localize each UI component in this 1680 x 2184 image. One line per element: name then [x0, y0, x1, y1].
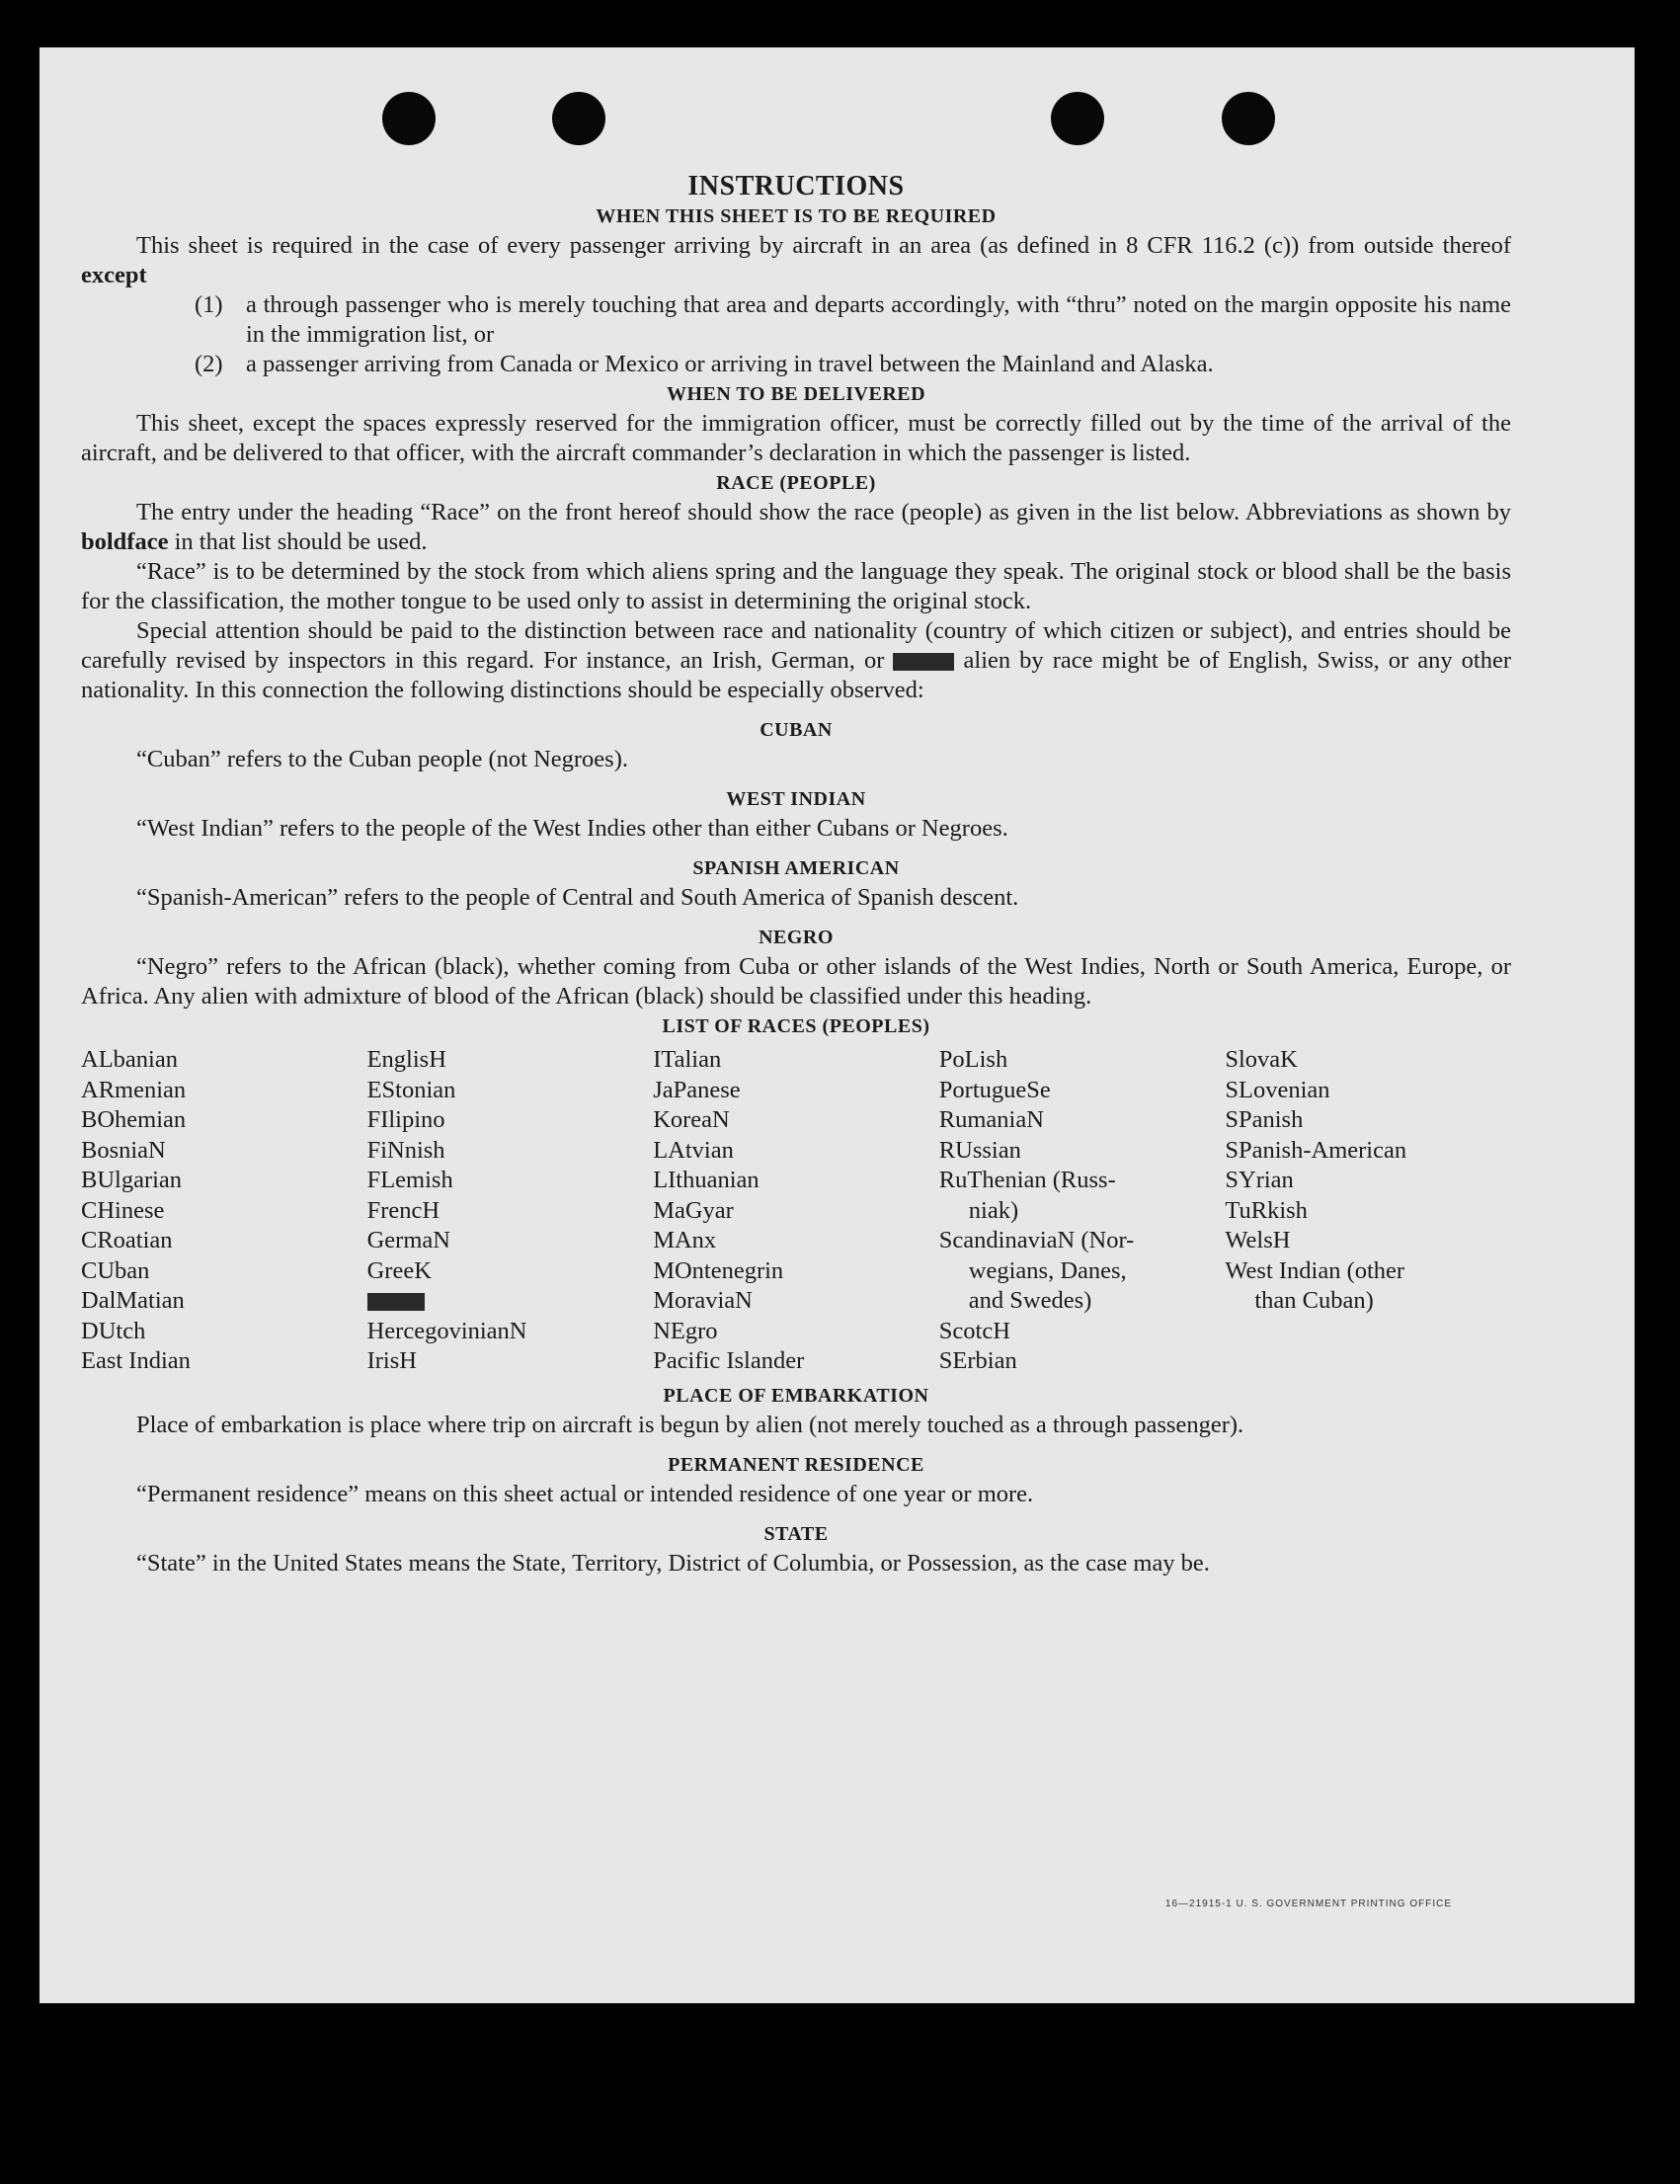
list-item: RumaniaN [938, 1106, 1044, 1133]
section-heading: NEGRO [759, 927, 834, 948]
race-column [367, 1045, 654, 1377]
paragraph: Special attention should be paid to the distinction between race and nationality (country of which citizen or subject), and entries should be carefully revised by inspectors in this regard. For instance, an Irish, German, or alien by race might be of English, Swiss, or any other nationality. In this connection the following distinctions should be especially observed: [81, 617, 1512, 703]
list-item: (2) a passenger arriving from Canada or Mexico or arriving in travel between the Mainland and Alaska. [195, 351, 1214, 377]
list-item: SPanish-American [1225, 1136, 1407, 1164]
section-heading: WEST INDIAN [726, 788, 866, 810]
list-item: HercegovinianN [366, 1317, 527, 1344]
list-item: CUban [81, 1256, 150, 1284]
list-item: PortugueSe [938, 1076, 1051, 1103]
list-item: ARmenian [81, 1076, 187, 1103]
list-item: West Indian (other [1225, 1256, 1405, 1284]
punch-hole [552, 92, 605, 145]
list-item: TuRkish [1225, 1196, 1308, 1224]
list-item: Pacific Islander [653, 1347, 805, 1374]
list-item: FIlipino [366, 1106, 445, 1133]
race-column [1225, 1045, 1511, 1377]
paragraph: “Permanent residence” means on this sheet actual or intended residence of one year or more. [136, 1480, 1034, 1507]
race-list [81, 1045, 1511, 1377]
section-heading: SPANISH AMERICAN [692, 857, 900, 879]
instructions-body [81, 172, 1511, 1578]
paragraph: “Negro” refers to the African (black), whether coming from Cuba or other islands of the West Indies, North or South America, Europe, or Africa. Any alien with admixture of blood of the African (black) should be classified under this heading. [81, 953, 1511, 1010]
list-item: EStonian [366, 1076, 456, 1103]
race-column [939, 1045, 1226, 1377]
list-item: GermaN [366, 1227, 450, 1254]
list-item: BOhemian [81, 1106, 187, 1133]
list-item: BosniaN [81, 1136, 166, 1164]
punch-hole [1051, 92, 1104, 145]
list-item: and Swedes) [968, 1287, 1092, 1314]
list-item: MaGyar [653, 1196, 734, 1224]
list-item: (1) a through passenger who is merely touching that area and departs accordingly, with “thru” noted on the margin opposite his name in the immigration list, or [195, 291, 1511, 348]
list-item: CRoatian [81, 1227, 173, 1254]
paragraph: This sheet is required in the case of every passenger arriving by aircraft in an area (as defined in 8 CFR 116.2 (c)) from outside thereof except [81, 232, 1511, 288]
section-heading: RACE (PEOPLE) [716, 472, 876, 494]
punch-hole [382, 92, 436, 145]
list-item: IrisH [366, 1347, 417, 1374]
section-heading: CUBAN [760, 719, 833, 741]
list-item: GreeK [366, 1256, 432, 1284]
paragraph: “West Indian” refers to the people of the West Indies other than either Cubans or Negroes. [136, 815, 1008, 842]
paragraph: “State” in the United States means the State, Territory, District of Columbia, or Possession, as the case may be. [136, 1549, 1210, 1577]
redaction-mark [893, 653, 954, 671]
section-heading: STATE [763, 1522, 829, 1545]
race-column [81, 1045, 367, 1377]
list-item: niak) [968, 1196, 1019, 1224]
list-item: FLemish [366, 1167, 453, 1193]
list-item: wegians, Danes, [968, 1256, 1127, 1284]
list-item: ScandinaviaN (Nor- [938, 1227, 1135, 1254]
page-title: INSTRUCTIONS [687, 171, 905, 202]
list-item: JaPanese [653, 1076, 741, 1103]
list-item: PoLish [938, 1046, 1008, 1073]
section-heading: LIST OF RACES (PEOPLES) [662, 1015, 930, 1037]
list-item: than Cuban) [1254, 1287, 1374, 1314]
list-item: FiNnish [366, 1136, 445, 1164]
paragraph: This sheet, except the spaces expressly reserved for the immigration officer, must be correctly filled out by the time of the arrival of the aircraft, and be delivered to that officer, with the aircraft commander’s declaration in which the passenger is listed. [81, 410, 1511, 466]
list-item: SPanish [1225, 1106, 1304, 1133]
printer-imprint: 16—21915-1 U. S. GOVERNMENT PRINTING OFFICE [1164, 1899, 1452, 1909]
list-item: DalMatian [81, 1287, 185, 1314]
list-item: CHinese [81, 1196, 165, 1224]
document-page [40, 47, 1635, 2003]
list-item: NEgro [653, 1317, 718, 1344]
section-heading: PLACE OF EMBARKATION [663, 1384, 929, 1407]
paragraph: “Spanish-American” refers to the people of Central and South America of Spanish descent. [136, 884, 1019, 911]
list-item: East Indian [81, 1347, 191, 1374]
list-item: WelsH [1225, 1227, 1291, 1254]
paragraph: Place of embarkation is place where trip on aircraft is begun by alien (not merely touched as a through passenger). [136, 1411, 1244, 1438]
list-item: EnglisH [366, 1046, 446, 1073]
list-item: ITalian [653, 1046, 722, 1073]
list-item: BUlgarian [81, 1167, 183, 1193]
section-heading: PERMANENT RESIDENCE [668, 1453, 924, 1476]
section-heading: WHEN THIS SHEET IS TO BE REQUIRED [596, 205, 997, 227]
list-item: LAtvian [653, 1136, 734, 1164]
paragraph: “Cuban” refers to the Cuban people (not Negroes). [136, 746, 628, 772]
list-item: FrencH [366, 1196, 440, 1224]
list-item [367, 1286, 654, 1317]
list-item: RuThenian (Russ- [938, 1167, 1116, 1193]
list-item: ScotcH [938, 1317, 1010, 1344]
list-item: DUtch [81, 1317, 146, 1344]
list-item: SYrian [1225, 1167, 1294, 1193]
redaction-mark [367, 1293, 425, 1311]
list-item: MoraviaN [653, 1287, 753, 1314]
race-column [653, 1045, 939, 1377]
paragraph: “Race” is to be determined by the stock from which aliens spring and the language they speak. The original stock or blood shall be the basis for the classification, the mother tongue to be used only to assist in determining the original stock. [81, 558, 1511, 614]
punch-hole [1222, 92, 1275, 145]
list-item: RUssian [938, 1136, 1021, 1164]
paragraph: The entry under the heading “Race” on the front hereof should show the race (people) as given in the list below. Abbreviations as shown by boldface in that list should be used. [81, 499, 1511, 555]
list-item: SLovenian [1225, 1076, 1330, 1103]
list-item: KoreaN [653, 1106, 730, 1133]
list-item: LIthuanian [653, 1167, 760, 1193]
list-item: MAnx [653, 1227, 717, 1254]
section-heading: WHEN TO BE DELIVERED [666, 383, 926, 405]
list-item: SlovaK [1225, 1046, 1298, 1073]
list-item: SErbian [938, 1347, 1017, 1374]
list-item: ALbanian [81, 1046, 178, 1073]
list-item: MOntenegrin [653, 1256, 784, 1284]
